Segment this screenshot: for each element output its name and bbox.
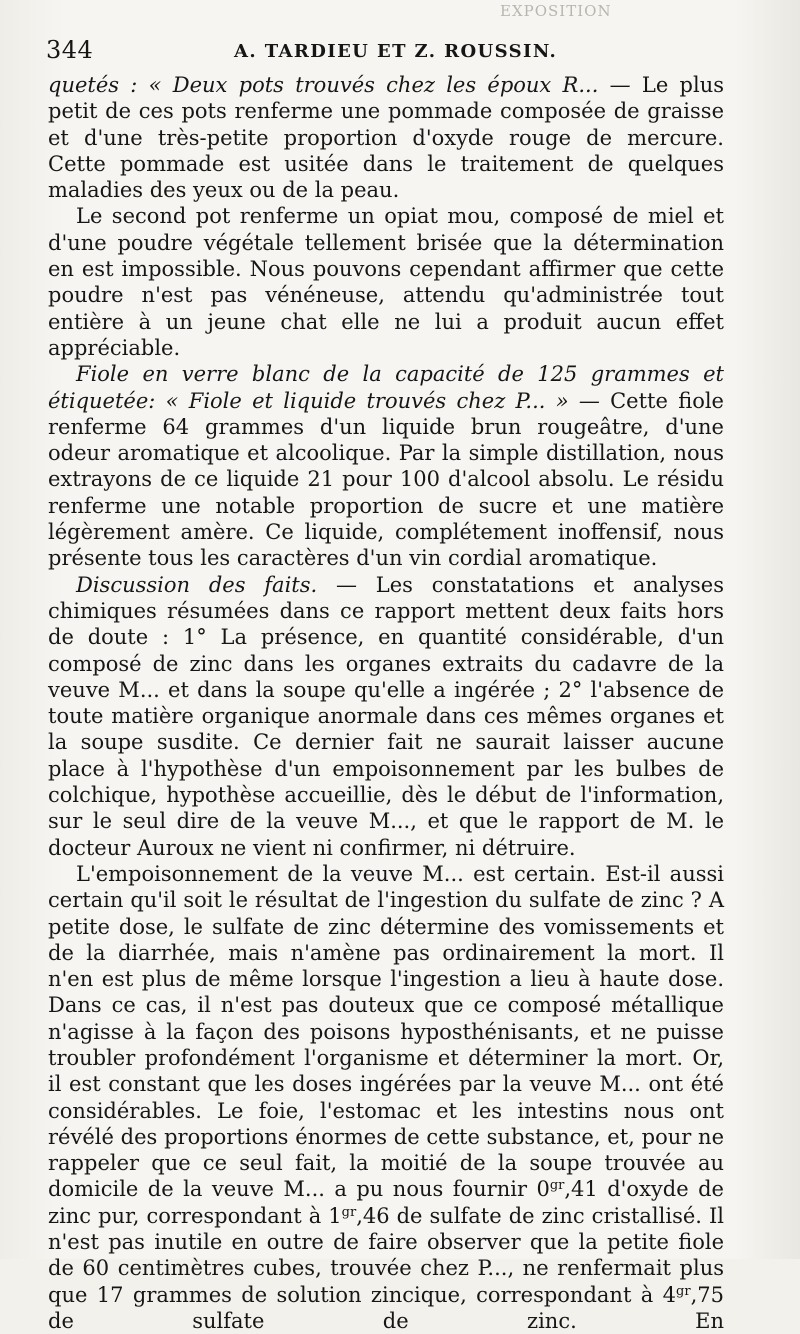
paragraph-4-italic-lead: Discussion des faits. [76,572,318,597]
paragraph-2-text: Le second pot renferme un opiat mou, composé de miel et d'une poudre végétale tellement brisée que la détermination en est impossible. Nous pouvons cependant affirmer que cette poudre n'est pas vénéneuse, attendu qu'administrée tout entière à un jeune chat elle ne lui a produit aucun effet appréciable. [48,204,724,360]
paragraph-5 [48,861,724,1334]
paragraph-3-italic-lead: Fiole en verre blanc de la capacité de 125 grammes et étiquetée: « Fiole et liquide trouvés chez P... » — [48,362,724,413]
paragraph-5-text-d: ,75 de sulfate de zinc. En [48,1282,724,1333]
paragraph-3 [48,361,724,571]
paragraph-1-italic-lead: quetés : « Deux pots trouvés chez les époux R... — [48,73,631,97]
paragraph-5-text-c: ,46 de sulfate de zinc cristallisé. Il n'est pas inutile en outre de faire observer que la petite fiole de 60 centimètres cubes, trouvée chez P..., ne renfermait plus que 17 grammes de solution zincique, correspondant à 4 [48,1203,724,1307]
paragraph-4-text: — Les constatations et analyses chimiques résumées dans ce rapport mettent deux faits hors de doute : 1° La présence, en quantité considérable, d'un composé de zinc dans les organes extraits du cadavre de la veuve M... et dans la soupe qu'elle a ingérée ; 2° l'absence de toute matière organique anormale dans ces mêmes organes et la soupe susdite. Ce dernier fait ne saurait laisser aucune place à l'hypothèse d'un empoisonnement par les bulbes de colchique, hypothèse accueillie, dès le début de l'information, sur le seul dire de la veuve M..., et que le rapport de M. le docteur Auroux ne vient ni confirmer, ni détruire. [48,572,725,860]
bleed-through-text: EXPOSITION [500,2,612,20]
page-header [46,36,774,66]
paragraph-3-text: Cette fiole renferme 64 grammes d'un liquide brun rougeâtre, d'une odeur aromatique et alcoolique. Par la simple distillation, nous extrayons de ce liquide 21 pour 100 d'alcool absolu. Le résidu renferme une notable proportion de sucre et une matière légèrement amère. Ce liquide, complétement inoffensif, nous présente tous les caractères d'un vin cordial aromatique. [48,388,724,571]
body-text [48,72,724,1334]
unit-gram-superscript: gr [676,1283,691,1299]
paragraph-4 [48,572,724,861]
unit-gram-superscript: gr [549,1178,565,1194]
running-title: A. TARDIEU ET Z. ROUSSIN. [234,41,558,62]
paragraph-5-text-a: L'empoisonnement de la veuve M... est certain. Est-il aussi certain qu'il soit le résultat de l'ingestion du sulfate de zinc ? A petite dose, le sulfate de zinc détermine des vomissements et de la diarrhée, mais n'amène pas ordinairement la mort. Il n'en est plus de même lorsque l'ingestion a lieu à haute dose. Dans ce cas, il n'est pas douteux que ce composé métallique n'agisse à la façon des poisons hyposthénisants, et ne puisse troubler profondément l'organisme et déterminer la mort. Or, il est constant que les doses ingérées par la veuve M... ont été considérables. Le foie, l'estomac et les intestins nous ont révélé des proportions énormes de cette substance, et, pour ne rappeler que ce seul fait, la moitié de la soupe trouvée au domicile de la veuve M... a pu nous fournir 0 [48,861,724,1202]
paragraph-1 [48,72,724,203]
paragraph-1-text: Le plus petit de ces pots renferme une pommade composée de graisse et d'une très-petite proportion d'oxyde rouge de mercure. Cette pommade est usitée dans le traitement de quelques maladies des yeux ou de la peau. [48,73,724,203]
page-number: 344 [46,36,94,64]
paragraph-5-text-b: ,41 d'oxyde de zinc pur, correspondant à 1 [48,1177,724,1228]
unit-gram-superscript: gr [341,1204,357,1220]
paragraph-2 [48,203,724,361]
